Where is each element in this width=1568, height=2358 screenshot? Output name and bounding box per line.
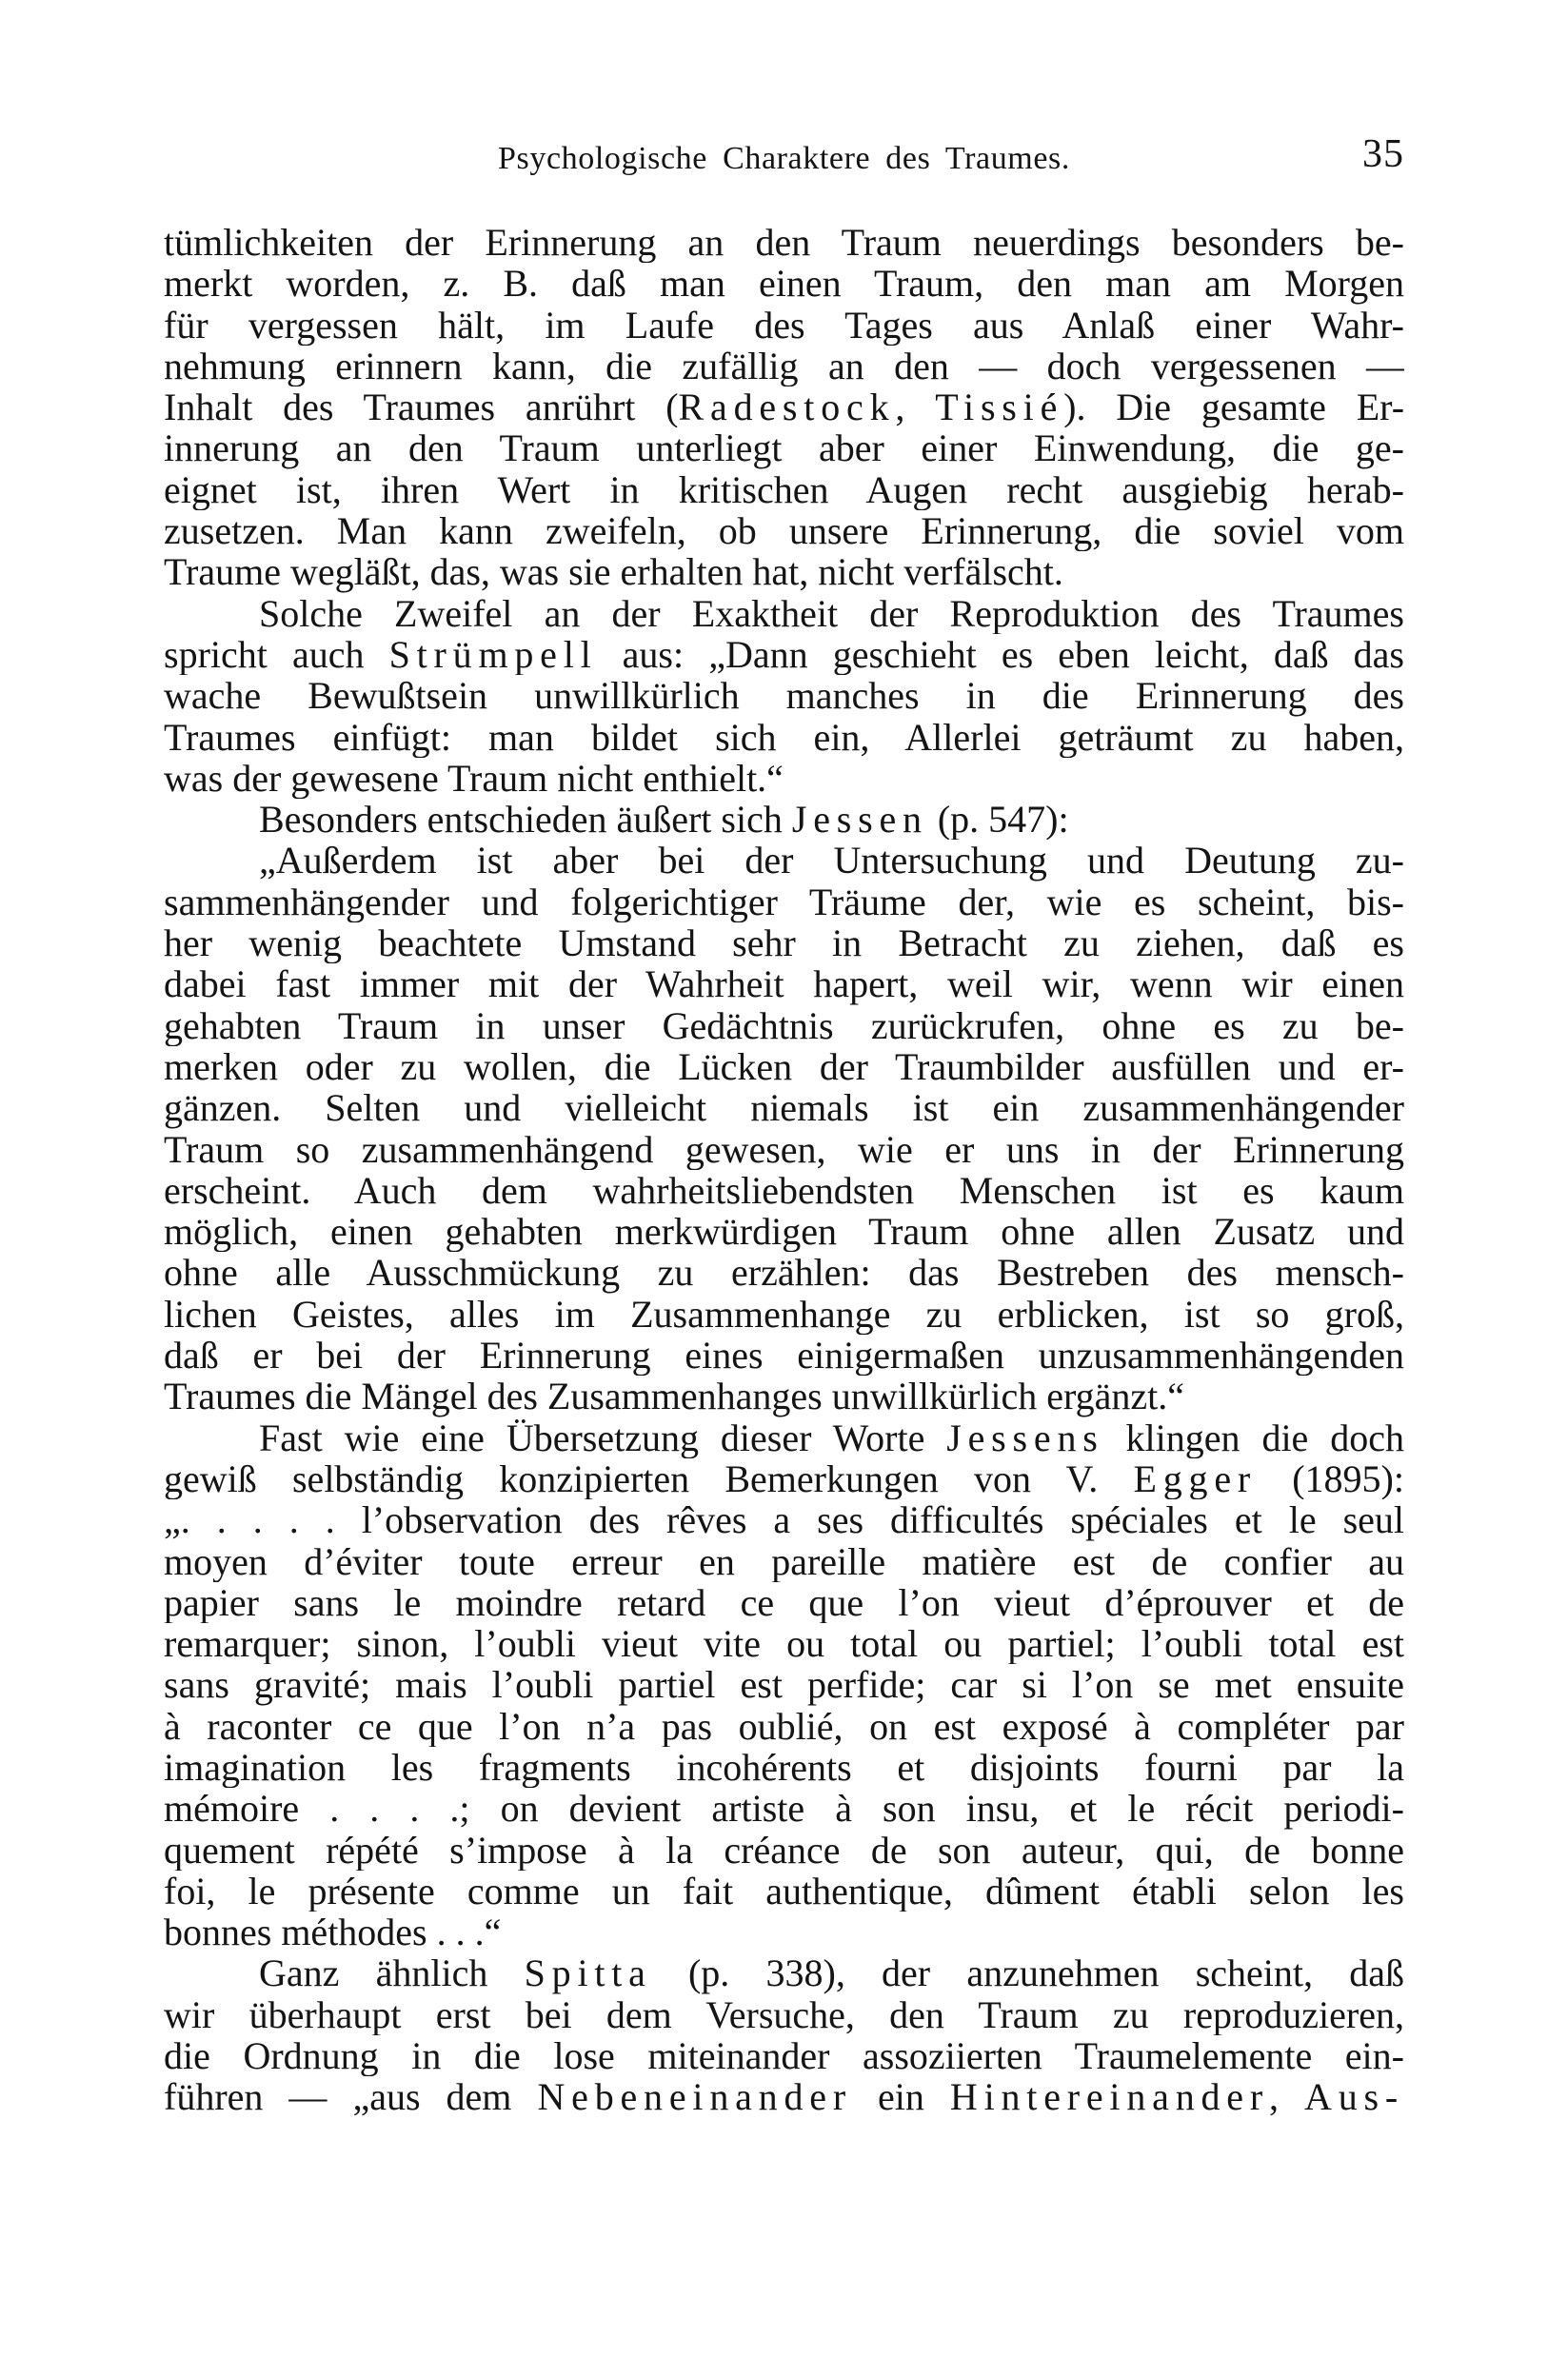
text-line xyxy=(164,1541,1404,1582)
text-segment: , xyxy=(1268,2076,1305,2118)
text-segment: klingen die doch xyxy=(1103,1417,1404,1458)
text-segment: zusetzen. Man kann zweifeln, ob unsere Erinnerung, die soviel vom xyxy=(164,510,1404,552)
text-segment: papier sans le moindre retard ce que l’on vieut d’éprouver et de xyxy=(164,1581,1404,1624)
text-line xyxy=(164,551,1404,592)
text-line xyxy=(164,1994,1404,2035)
text-line xyxy=(164,634,1404,675)
text-line xyxy=(164,593,1404,634)
text-segment: (p. 338), der anzunehmen scheint, daß xyxy=(651,1952,1404,1994)
text-segment: die Ordnung in die lose miteinander assoziierten Traumelemente ein- xyxy=(164,2035,1404,2077)
text-line xyxy=(164,305,1404,346)
text-segment: führen — „aus dem xyxy=(164,2076,538,2118)
text-segment: Traume wegläßt, das, was sie erhalten hat, nicht verfälscht. xyxy=(164,551,1063,593)
text-segment: nehmung erinnern kann, die zufällig an den — doch vergessenen — xyxy=(164,345,1404,387)
page-header xyxy=(164,132,1404,181)
text-segment: was der gewesene Traum nicht enthielt.“ xyxy=(164,757,784,800)
text-line xyxy=(164,386,1404,427)
text-segment: Besonders entschieden äußert sich xyxy=(259,799,792,841)
text-segment: Inhalt des Traumes anrührt ( xyxy=(164,386,679,428)
text-segment: „Außerdem ist aber bei der Untersuchung und Deutung zu- xyxy=(259,840,1404,882)
text-line xyxy=(164,1211,1404,1252)
text-line xyxy=(164,799,1404,840)
text-segment: Ganz ähnlich xyxy=(259,1952,525,1994)
text-line xyxy=(164,427,1404,468)
text-segment: lichen Geistes, alles im Zusammenhange zu erblicken, ist so groß, xyxy=(164,1293,1404,1336)
text-segment: ). Die gesamte Er- xyxy=(1063,386,1404,428)
text-segment: sans gravité; mais l’oubli partiel est perfide; car si l’on se met ensuite xyxy=(164,1664,1404,1706)
text-line xyxy=(164,1335,1404,1376)
text-segment: gänzen. Selten und vielleicht niemals ist ein zusammenhängender xyxy=(164,1087,1404,1129)
letterspaced-name: Egger xyxy=(1133,1457,1257,1500)
text-segment: Solche Zweifel an der Exaktheit der Reproduktion des Traumes xyxy=(259,592,1404,634)
text-segment: ein xyxy=(851,2076,950,2118)
text-line xyxy=(164,1458,1404,1499)
text-segment: sammenhängender und folgerichtiger Träume der, wie es scheint, bis- xyxy=(164,881,1404,923)
page-body xyxy=(164,222,1404,2118)
text-line xyxy=(164,1129,1404,1170)
letterspaced-name: Radestock xyxy=(678,386,896,428)
text-segment: remarquer; sinon, l’oubli vieut vite ou total ou partiel; l’oubli total est xyxy=(164,1623,1404,1665)
text-segment: merken oder zu wollen, die Lücken der Traumbilder ausfüllen und er- xyxy=(164,1045,1404,1088)
text-segment: gewiß selbständig konzipierten Bemerkungen von V. xyxy=(164,1457,1134,1500)
text-line xyxy=(164,1912,1404,1952)
text-line xyxy=(164,1830,1404,1871)
text-line xyxy=(164,1664,1404,1705)
text-line xyxy=(164,1376,1404,1417)
text-line xyxy=(164,1788,1404,1829)
text-segment: „. . . . . l’observation des rêves a ses difficultés spéciales et le seul xyxy=(164,1499,1404,1541)
text-line xyxy=(164,675,1404,716)
text-line xyxy=(164,1747,1404,1788)
text-segment: mémoire . . . .; on devient artiste à son insu, et le récit periodi- xyxy=(164,1788,1404,1830)
text-line xyxy=(164,510,1404,551)
text-line xyxy=(164,1252,1404,1293)
text-line xyxy=(164,758,1404,799)
text-line xyxy=(164,469,1404,510)
text-line xyxy=(164,346,1404,386)
text-line xyxy=(164,1623,1404,1664)
text-segment: her wenig beachtete Umstand sehr in Betracht zu ziehen, daß es xyxy=(164,922,1404,964)
text-line xyxy=(164,1170,1404,1211)
text-segment: imagination les fragments incohérents et disjoints fourni par la xyxy=(164,1746,1404,1789)
text-segment: spricht auch xyxy=(164,633,389,676)
letterspaced-name: Aus- xyxy=(1304,2076,1404,2118)
text-segment: tümlichkeiten der Erinnerung an den Traum neuerdings besonders be- xyxy=(164,222,1404,264)
text-segment: à raconter ce que l’on n’a pas oublié, on est exposé à compléter par xyxy=(164,1705,1404,1747)
letterspaced-name: Spitta xyxy=(524,1952,652,1994)
text-segment: möglich, einen gehabten merkwürdigen Traum ohne allen Zusatz und xyxy=(164,1211,1404,1253)
text-line xyxy=(164,1706,1404,1747)
text-segment: Traum so zusammenhängend gewesen, wie er uns in der Erinnerung xyxy=(164,1128,1404,1170)
text-segment: wache Bewußtsein unwillkürlich manches in die Erinnerung des xyxy=(164,675,1404,717)
text-segment: Traumes die Mängel des Zusammenhanges unwillkürlich ergänzt.“ xyxy=(164,1376,1184,1417)
text-segment: moyen d’éviter toute erreur en pareille matière est de confier au xyxy=(164,1540,1404,1582)
text-line xyxy=(164,1417,1404,1458)
text-line xyxy=(164,263,1404,304)
letterspaced-name: Jessens xyxy=(946,1417,1104,1458)
letterspaced-name: Jessen xyxy=(791,799,928,841)
text-segment: innerung an den Traum unterliegt aber einer Einwendung, die ge- xyxy=(164,427,1404,469)
text-line xyxy=(164,840,1404,881)
text-line xyxy=(164,1871,1404,1912)
text-segment: für vergessen hält, im Laufe des Tages aus Anlaß einer Wahr- xyxy=(164,304,1404,346)
text-line xyxy=(164,1582,1404,1623)
letterspaced-name: Tissié xyxy=(935,386,1064,428)
text-segment: (p. 547): xyxy=(927,799,1069,841)
text-segment: Fast wie eine Übersetzung dieser Worte xyxy=(259,1417,947,1458)
text-line xyxy=(164,963,1404,1004)
text-line xyxy=(164,882,1404,922)
running-title: Psychologische Charaktere des Traumes. xyxy=(498,141,1070,176)
page-number: 35 xyxy=(1362,132,1404,176)
text-line xyxy=(164,1294,1404,1335)
text-segment: foi, le présente comme un fait authentique, dûment établi selon les xyxy=(164,1870,1404,1912)
text-line xyxy=(164,222,1404,263)
text-segment: Traumes einfügt: man bildet sich ein, Allerlei geträumt zu haben, xyxy=(164,716,1404,758)
text-line xyxy=(164,1005,1404,1046)
text-segment: dabei fast immer mit der Wahrheit hapert, weil wir, wenn wir einen xyxy=(164,963,1404,1005)
text-segment: (1895): xyxy=(1257,1457,1404,1500)
text-segment: eignet ist, ihren Wert in kritischen Augen recht ausgiebig herab- xyxy=(164,468,1404,511)
text-segment: bonnes méthodes . . .“ xyxy=(164,1912,502,1953)
text-line xyxy=(164,1046,1404,1087)
text-segment: , xyxy=(895,386,936,428)
text-line xyxy=(164,717,1404,758)
text-segment: daß er bei der Erinnerung eines einigermaßen unzusammenhängenden xyxy=(164,1335,1404,1377)
text-line xyxy=(164,2076,1404,2117)
text-segment: aus: „Dann geschieht es eben leicht, daß das xyxy=(597,633,1404,676)
text-line xyxy=(164,1087,1404,1128)
text-segment: erscheint. Auch dem wahrheitsliebendsten Menschen ist es kaum xyxy=(164,1169,1404,1212)
letterspaced-name: Nebeneinander xyxy=(537,2076,852,2118)
letterspaced-name: Strümpell xyxy=(388,633,598,676)
text-segment: merkt worden, z. B. daß man einen Traum, den man am Morgen xyxy=(164,263,1404,305)
text-segment: quement répété s’impose à la créance de son auteur, qui, de bonne xyxy=(164,1829,1404,1871)
text-line xyxy=(164,1499,1404,1540)
text-segment: ohne alle Ausschmückung zu erzählen: das Bestreben des mensch- xyxy=(164,1252,1404,1294)
text-segment: wir überhaupt erst bei dem Versuche, den Traum zu reproduzieren, xyxy=(164,1993,1404,2036)
letterspaced-name: Hintereinander xyxy=(949,2076,1269,2118)
text-line xyxy=(164,2035,1404,2076)
text-line xyxy=(164,922,1404,963)
text-line xyxy=(164,1952,1404,1993)
text-segment: gehabten Traum in unser Gedächtnis zurückrufen, ohne es zu be- xyxy=(164,1004,1404,1046)
